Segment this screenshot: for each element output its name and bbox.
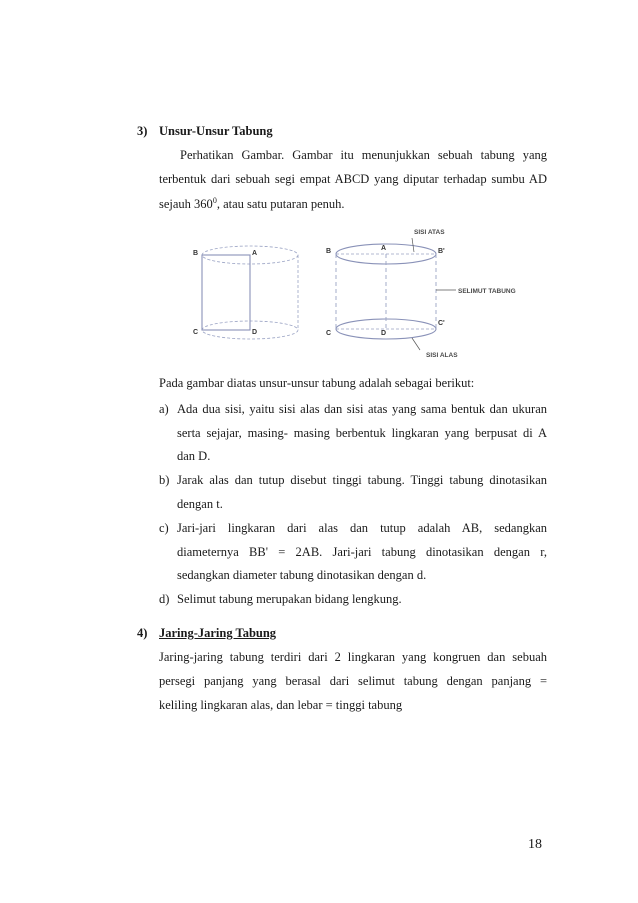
section-4-heading [137,625,276,641]
right-label-b-prime: B' [438,248,445,255]
caption-selimut-tabung: SELIMUT TABUNG [458,288,516,295]
intro-line-2: terbentuk dari sebuah segi empat ABCD yang diputar terhadap sumbu AD [159,172,547,186]
section-3-number: 3) [137,124,148,138]
caption-sisi-alas: SISI ALAS [426,352,458,359]
item-c-marker: c) [159,521,169,535]
left-label-a: A [252,250,258,257]
item-c-line-1: Jari-jari lingkaran dari alas dan tutup adalah AB, sedangkan [177,521,547,535]
intro-line-1: Perhatikan Gambar. Gambar itu menunjukkan sebuah tabung yang [180,148,547,162]
left-label-d: D [252,329,258,336]
section-4-title: Jaring-Jaring Tabung [159,626,277,640]
item-a-line-1: Ada dua sisi, yaitu sisi alas dan sisi atas yang sama bentuk dan ukuran [177,402,547,416]
item-a-marker: a) [159,402,169,416]
page-number: 18 [528,837,542,852]
item-c-line-3: sedangkan diameter tabung dinotasikan dengan d. [177,568,427,582]
degree-superscript: 0 [212,195,217,205]
section-4-line-1: Jaring-jaring tabung terdiri dari 2 lingkaran yang kongruen dan sebuah [159,650,547,664]
right-label-d: D [381,330,387,337]
left-label-b: B [193,250,199,257]
right-label-c-prime: C' [438,320,445,327]
caption-sisi-atas: SISI ATAS [414,229,445,236]
item-d-line-1: Selimut tabung merupakan bidang lengkung. [177,592,402,606]
item-b-marker: b) [159,473,170,487]
intro-line-3-pre: sejauh 360 [159,197,213,211]
item-c-line-2: diameternya BB' = 2AB. Jari-jari tabung dinotasikan dengan r, [177,545,547,559]
section-4-number: 4) [137,626,148,640]
item-a-line-3: dan D. [177,449,211,463]
section-3-heading [137,123,273,139]
left-cylinder-diagram [193,246,298,339]
list-intro: Pada gambar diatas unsur-unsur tabung adalah sebagai berikut: [159,376,475,390]
intro-line-3-post: , atau satu putaran penuh. [216,197,345,211]
section-3-title: Unsur-Unsur Tabung [159,124,273,138]
right-cylinder-diagram [326,229,516,359]
item-a-line-2: serta sejajar, masing- masing berbentuk lingkaran yang berpusat di A [177,426,547,440]
section-4-line-3: keliling lingkaran alas, dan lebar = tinggi tabung [159,698,403,712]
section-4-line-2: persegi panjang yang berasal dari selimut tabung dengan panjang = [159,674,547,688]
right-label-b: B [326,248,332,255]
left-label-c: C [193,329,199,336]
right-label-a: A [381,245,387,252]
cylinder-figure [180,229,550,366]
intro-line-3 [159,196,345,212]
item-b-line-2: dengan t. [177,497,223,511]
item-b-line-1: Jarak alas dan tutup disebut tinggi tabung. Tinggi tabung dinotasikan [177,473,547,487]
item-d-marker: d) [159,592,170,606]
right-label-c: C [326,330,332,337]
